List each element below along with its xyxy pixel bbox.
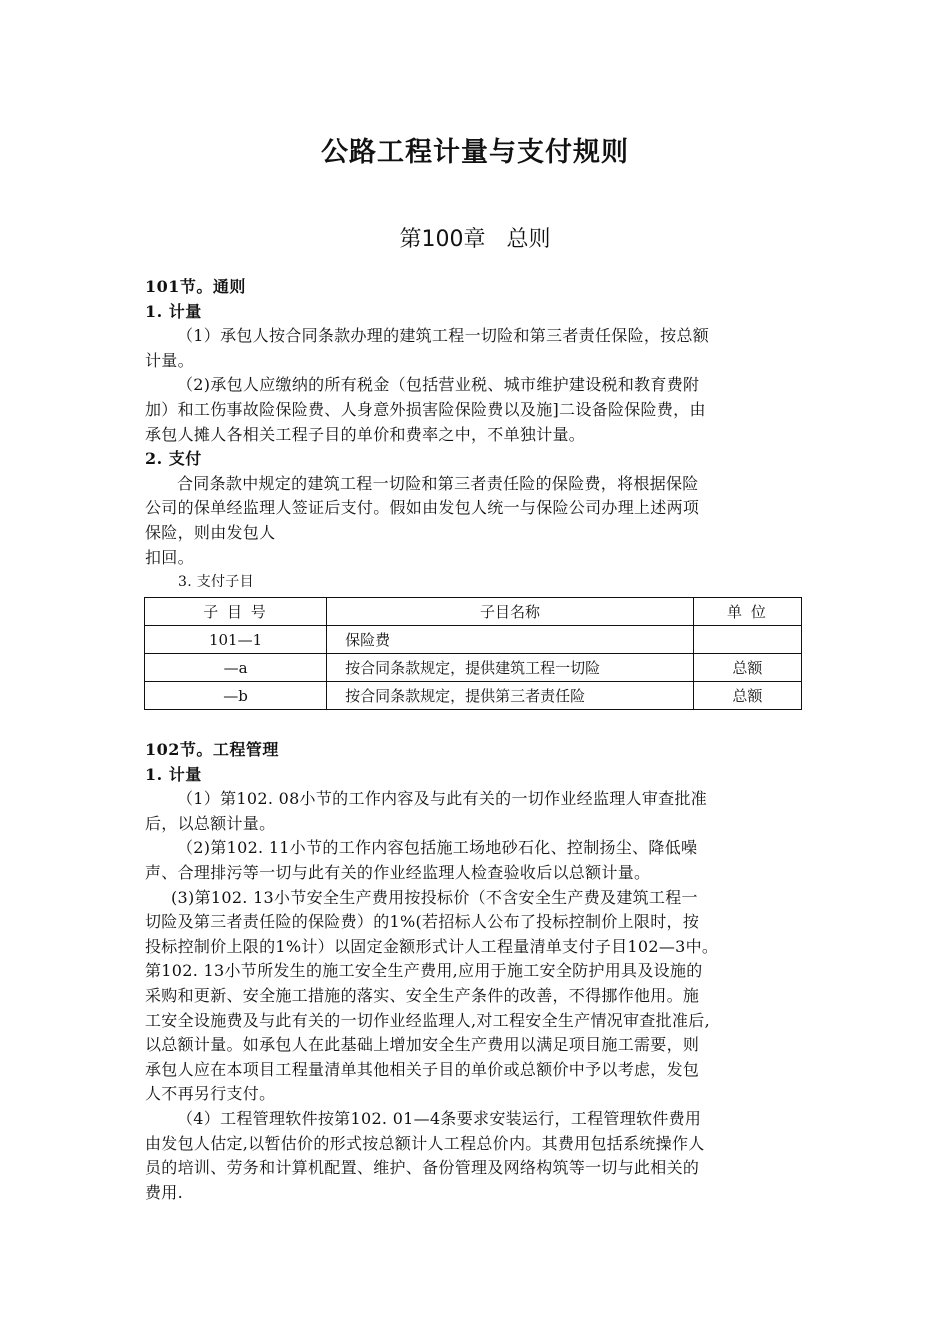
table-header-cell: 单 位 (693, 598, 801, 626)
table-cell: —b (145, 682, 327, 710)
paragraph-line: 费用. (145, 1182, 183, 1202)
paragraph-line: 公司的保单经监理人签证后支付。假如由发包人统一与保险公司办理上述两项 (145, 498, 700, 518)
paragraph-line: 后，以总额计量。 (145, 813, 276, 833)
table-cell (693, 626, 801, 654)
paragraph-line: （1）第102. 08小节的工作内容及与此有关的一切作业经监理人审查批准 (177, 789, 708, 809)
paragraph-line: 员的培训、劳务和计算机配置、维护、备份管理及网络构筑等一切与此相关的 (145, 1158, 700, 1178)
paragraph-line: 第102. 13小节所发生的施工安全生产费用,应用于施工安全防护用具及设施的 (145, 961, 703, 981)
subsection-heading: 2. 支付 (145, 449, 202, 469)
section-heading: 102节。工程管理 (145, 740, 279, 759)
paragraph-line: （2)第102. 11小节的工作内容包括施工场地砂石化、控制扬尘、降低噪 (177, 838, 698, 858)
paragraph-line: 加）和工伤事故险保险费、人身意外损害险保险费以及施]二设备险保险费，由 (145, 399, 706, 419)
paragraph-line: 合同条款中规定的建筑工程一切险和第三者责任险的保险费，将根据保险 (177, 473, 699, 493)
paragraph-line: 投标控制价上限的1%计）以固定金额形式计人工程量清单支付子目102—3中。 (145, 936, 719, 956)
paragraph-line: （2)承包人应缴纳的所有税金（包括营业税、城市维护建设税和教育费附 (177, 375, 700, 395)
table-header-cell: 子 目 号 (145, 598, 327, 626)
table-cell: 按合同条款规定，提供建筑工程一切险 (327, 654, 694, 682)
subsection-heading: 1. 计量 (145, 301, 202, 321)
paragraph-line: 工安全设施费及与此有关的一切作业经监理人,对工程安全生产情况审查批准后, (145, 1010, 710, 1030)
paragraph-line: 人不再另行支付。 (145, 1084, 276, 1104)
chapter-title: 第100章 总则 (399, 227, 551, 252)
document-title: 公路工程计量与支付规则 (321, 137, 629, 168)
section-102 (145, 738, 815, 1205)
table-cell: 总额 (693, 682, 801, 710)
table-header-row (145, 598, 802, 626)
paragraph-line: 保险，则由发包人 (145, 522, 276, 542)
paragraph-line: 由发包人估定,以暂估价的形式按总额计人工程总价内。其费用包括系统操作人 (145, 1133, 705, 1153)
paragraph-line: 承包人摊人各相关工程子目的单价和费率之中，不单独计量。 (145, 424, 586, 444)
section-101 (145, 275, 815, 595)
table-row (145, 654, 802, 682)
paragraph-line: （4）工程管理软件按第102. 01—4条要求安装运行，工程管理软件费用 (177, 1108, 702, 1128)
subsection-heading: 1. 计量 (145, 764, 202, 784)
table-cell: 101—1 (145, 626, 327, 654)
paragraph-line: 以总额计量。如承包人在此基础上增加安全生产费用以满足项目施工需要，则 (145, 1035, 700, 1055)
paragraph-line: 声、合理排污等一切与此有关的作业经监理人检查验收后以总额计量。 (145, 862, 651, 882)
paragraph-line: 承包人应在本项目工程量清单其他相关子目的单价或总额价中予以考虑，发包 (145, 1059, 700, 1079)
paragraph-line: 计量。 (145, 350, 194, 370)
table-cell: 按合同条款规定，提供第三者责任险 (327, 682, 694, 710)
table-row (145, 626, 802, 654)
table-row (145, 682, 802, 710)
paragraph-line: 扣回。 (145, 547, 194, 567)
paragraph-line: 切险及第三者责任险的保险费）的1%(若招标人公布了投标控制价上限时，按 (145, 912, 700, 932)
paragraph-line: 采购和更新、安全施工措施的落实、安全生产条件的改善，不得挪作他用。施 (145, 985, 700, 1005)
table-cell: 总额 (693, 654, 801, 682)
payment-items-table (144, 597, 802, 710)
table-header-cell: 子目名称 (327, 598, 694, 626)
table-cell: 保险费 (327, 626, 694, 654)
paragraph-line: (3)第102. 13小节安全生产费用按投标价（不含安全生产费及建筑工程一 (171, 887, 698, 907)
table-cell: —a (145, 654, 327, 682)
section-heading: 101节。通则 (145, 277, 246, 296)
paragraph-line: （1）承包人按合同条款办理的建筑工程一切险和第三者责任保险，按总额 (177, 326, 710, 346)
table-label: 3. 支付子目 (178, 574, 254, 591)
